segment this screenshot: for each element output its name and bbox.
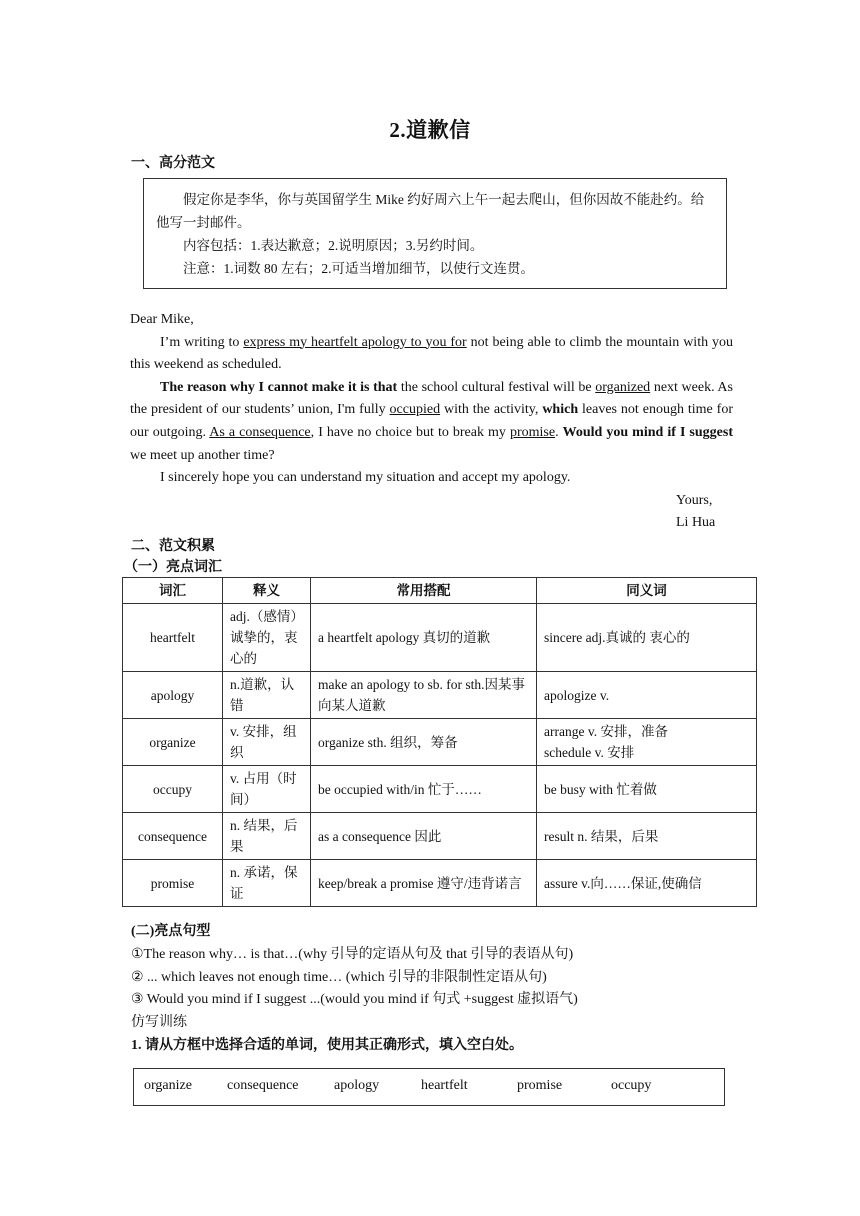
word-bank-item: organize [144,1078,192,1093]
synonym-cell: be busy with 忙着做 [537,766,757,813]
letter-paragraph-1: I’m writing to express my heartfelt apology to you for not being able to climb the mountain with you this weekend as scheduled. [130,334,734,373]
meaning-cell: n. 承诺，保证 [223,860,311,907]
synonym-cell: apologize v. [537,672,757,719]
column-header: 词汇 [123,578,223,604]
word-bank-item: occupy [611,1078,652,1093]
table-header-row [123,578,757,604]
sentence-pattern-1: ①The reason why… is that…(why 引导的定语从句及 that 引导的表语从句) [131,947,574,962]
column-header: 同义词 [537,578,757,604]
synonym-line: arrange v. 安排，准备 [544,724,668,739]
word-bank-item: heartfelt [421,1078,468,1093]
highlight-phrase: express my heartfelt apology to you for [243,334,467,350]
synonym-line: schedule v. 安排 [544,745,635,760]
meaning-cell: n. 结果，后果 [223,813,311,860]
section-heading-accumulation: 二、范文积累 [131,539,215,554]
meaning-cell: n.道歉，认错 [223,672,311,719]
meaning-cell: v. 安排，组织 [223,719,311,766]
collocation-cell: keep/break a promise 遵守/违背诺言 [311,860,537,907]
subsection-heading-vocab: （一）亮点词汇 [124,560,222,575]
word-cell: consequence [123,813,223,860]
synonym-cell [537,719,757,766]
task-line-2: 内容包括：1.表达歉意；2.说明原因；3.另约时间。 [183,238,484,253]
word-cell: promise [123,860,223,907]
letter-paragraph-2: The reason why I cannot make it is that the school cultural festival will be organized next week. As the president of our students’ union, I'm fully occupied with the activity, which leaves not enough time for our outgoing. As a consequence, I have no choice but to break my promise. Would you mind if I suggest we meet up another time? [130,379,733,463]
word-bank-item: apology [334,1078,380,1093]
synonym-cell: assure v.向……保证,使确信 [537,860,757,907]
highlight-sentence: The reason why I cannot make it is that [160,379,398,395]
highlight-word: which [542,402,579,418]
word-bank-box [133,1068,725,1106]
word-cell: organize [123,719,223,766]
letter-signature: Li Hua [676,515,716,531]
table-row [123,813,757,860]
collocation-cell: a heartfelt apology 真切的道歉 [311,604,537,672]
meaning-cell: adj.（感情）诚挚的，衷心的 [223,604,311,672]
task-box [143,178,727,289]
highlight-word: occupied [389,402,441,418]
table-row [123,860,757,907]
letter-closing: Yours, [676,492,713,508]
subsection-heading-sentences: (二)亮点句型 [131,924,211,939]
highlight-sentence: Would you mind if I suggest [562,424,733,440]
meaning-cell: v. 占用（时间） [223,766,311,813]
page-title: 2.道歉信 [389,118,471,142]
synonym-cell: sincere adj.真诚的 衷心的 [537,604,757,672]
task-line-1: 假定你是李华，你与英国留学生 Mike 约好周六上午一起去爬山，但你因故不能赴约。给他写一封邮件。 [156,192,705,230]
table-row [123,672,757,719]
highlight-phrase: As a consequence [209,424,311,440]
collocation-cell: organize sth. 组织，筹备 [311,719,537,766]
highlight-word: organized [595,379,651,395]
letter-greeting: Dear Mike, [130,312,194,327]
sample-letter [130,309,733,535]
word-cell: heartfelt [123,604,223,672]
vocab-table [122,577,757,907]
collocation-cell: be occupied with/in 忙于…… [311,766,537,813]
word-cell: apology [123,672,223,719]
column-header: 释义 [223,578,311,604]
word-bank-item: promise [517,1078,563,1093]
collocation-cell: as a consequence 因此 [311,813,537,860]
synonym-cell: result n. 结果，后果 [537,813,757,860]
collocation-cell: make an apology to sb. for sth.因某事向某人道歉 [311,672,537,719]
table-row [123,604,757,672]
column-header: 常用搭配 [311,578,537,604]
letter-paragraph-3: I sincerely hope you can understand my situation and accept my apology. [160,470,571,486]
practice-label: 仿写训练 [131,1015,187,1030]
word-cell: occupy [123,766,223,813]
exercise-instruction: 1. 请从方框中选择合适的单词，使用其正确形式，填入空白处。 [131,1038,523,1053]
sentence-pattern-3: ③ Would you mind if I suggest ...(would you mind if 句式 +suggest 虚拟语气) [131,992,578,1007]
sentence-pattern-2: ② ... which leaves not enough time… (which 引导的非限制性定语从句) [131,970,547,985]
task-line-3: 注意：1.词数 80 左右；2.可适当增加细节，以使行文连贯。 [183,261,534,276]
word-bank-item: consequence [227,1078,299,1093]
section-heading-model-essay: 一、高分范文 [131,156,215,171]
highlight-word: promise [509,424,556,440]
table-row [123,766,757,813]
table-row [123,719,757,766]
